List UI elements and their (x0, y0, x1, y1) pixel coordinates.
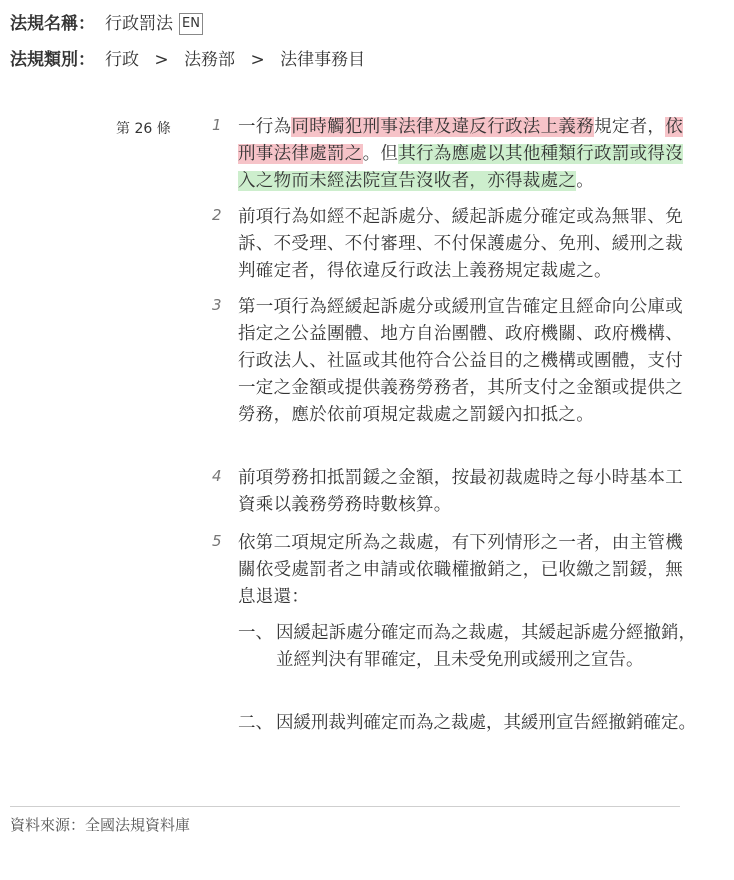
law-name-value: 行政罰法 (105, 14, 173, 34)
highlight-red: 同時觸犯刑事法律及違反行政法上義務 (291, 117, 595, 137)
breadcrumb-item: 法務部 (184, 50, 236, 70)
text-segment: 一行為 (238, 117, 292, 137)
list-item-number: 一、 (238, 623, 273, 643)
paragraph-number: 1 (212, 116, 222, 134)
paragraph-text: 第一項行為經緩起訴處分或緩刑宣告確定且經命向公庫或指定之公益團體、地方自治團體、政府機關、政府機構、行政法人、社區或其他符合公益目的之機構或團體，支付一定之金額或提供義務勞務者，其所支付之金額或提供之勞務，應於依前項規定裁處之罰鍰內扣抵之。 (238, 297, 683, 425)
paragraph-number: 2 (212, 206, 222, 224)
paragraph-text: 前項勞務扣抵罰鍰之金額，按最初裁處時之每小時基本工資乘以義務勞務時數核算。 (238, 468, 683, 515)
paragraph-text (238, 114, 696, 195)
highlight-red: 依刑事法律處罰之 (238, 117, 684, 164)
breadcrumb-separator: > (154, 50, 169, 70)
text-segment: 規定者， (594, 117, 666, 137)
footer-divider (10, 806, 680, 807)
highlight-green: 其行為應處以其他種類行政罰或得沒入之物而未經法院宣告沒收者，亦得裁處之 (238, 144, 684, 191)
breadcrumb-item: 法律事務目 (280, 50, 366, 70)
breadcrumb-item: 行政 (105, 50, 139, 70)
list-item-number: 二、 (238, 713, 273, 733)
law-name-label: 法規名稱： (10, 14, 95, 34)
text-segment: 。但 (362, 144, 399, 164)
text-segment: 。 (576, 171, 595, 191)
paragraph-number: 3 (212, 296, 222, 314)
data-source: 資料來源：全國法規資料庫 (10, 816, 191, 834)
law-category-label: 法規類別： (10, 50, 95, 70)
paragraph-text: 依第二項規定所為之裁處，有下列情形之一者，由主管機關依受處罰者之申請或依職權撤銷之，已收繳之罰鍰，無息退還： (238, 533, 683, 607)
paragraph-number: 5 (212, 532, 222, 550)
law-name-row (10, 12, 203, 36)
paragraph-text: 前項行為如經不起訴處分、緩起訴處分確定或為無罪、免訴、不受理、不付審理、不付保護處分、免刑、緩刑之裁判確定者，得依違反行政法上義務規定裁處之。 (238, 207, 683, 281)
breadcrumb (105, 48, 365, 72)
article-number: 第 26 條 (116, 121, 171, 137)
list-item-text: 因緩起訴處分確定而為之裁處，其緩起訴處分經撤銷，並經判決有罪確定，且未受免刑或緩刑之宣告。 (276, 623, 696, 670)
list-item-text: 因緩刑裁判確定而為之裁處，其緩刑宣告經撤銷確定。 (276, 713, 696, 733)
english-version-button[interactable]: EN (179, 13, 203, 35)
law-category-row (10, 48, 365, 72)
paragraph-number: 4 (212, 467, 222, 485)
breadcrumb-separator: > (250, 50, 265, 70)
